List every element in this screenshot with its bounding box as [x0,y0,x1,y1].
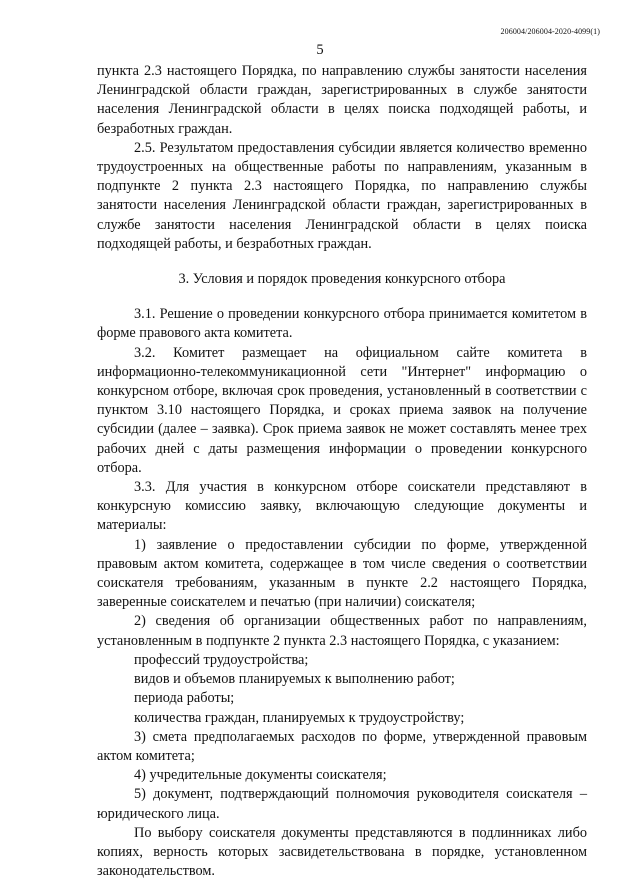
subitem-work-period: периода работы; [134,690,235,707]
paragraph-3-1: 3.1. Решение о проведении конкурсного отбора принимается комитетом в форме правового акта комитета. [97,306,587,342]
page-number: 5 [316,42,324,58]
item-1: 1) заявление о предоставлении субсидии по форме, утвержденной правовым актом комитета, содержащее в том числе сведения о соответствии соискателя требованиям, указанным в пункте 2.2 настоящего Порядка, заверенные соискателем и печатью (при наличии) соискателя; [97,536,587,611]
subitem-citizens-count: количества граждан, планируемых к трудоустройству; [134,709,465,726]
subitem-work-types: видов и объемов планируемых к выполнению работ; [134,671,455,688]
item-5: 5) документ, подтверждающий полномочия руководителя соискателя – юридического лица. [97,786,587,822]
paragraph-3-3: 3.3. Для участия в конкурсном отборе соискатели представляют в конкурсную комиссию заявку, включающую следующие документы и материалы: [97,479,587,534]
document-id: 206004/206004-2020-4099(1) [500,27,600,36]
paragraph-3-2: 3.2. Комитет размещает на официальном сайте комитета в информационно-телекоммуникационной сети "Интернет" информацию о конкурсном отборе, включая срок проведения, установленный в соответствии с пунктом 3.10 настоящего Порядка, и сроках приема заявок на получение субсидии (далее – заявка). Срок приема заявок не может составлять менее трех рабочих дней с даты размещения информации о проведении конкурсного отбора. [97,344,587,476]
section-heading: 3. Условия и порядок проведения конкурсного отбора [178,271,506,288]
document-body [97,62,587,881]
paragraph-continuation: пункта 2.3 настоящего Порядка, по направлению службы занятости населения Ленинградской области граждан, зарегистрированных в службе занятости населения Ленинградской области в целях поиска подходящей работы, и безработных граждан. [97,63,587,137]
item-3: 3) смета предполагаемых расходов по форме, утвержденной правовым актом комитета; [97,728,587,764]
subitem-professions: профессий трудоустройства; [134,651,309,668]
item-4: 4) учредительные документы соискателя; [134,767,387,784]
item-2: 2) сведения об организации общественных работ по направлениям, установленным в подпункте 2 пункта 2.3 настоящего Порядка, с указанием: [97,613,587,649]
paragraph-documents-choice: По выбору соискателя документы представляются в подлинниках либо копиях, верность которых засвидетельствована в порядке, установленном законодательством. [97,824,587,880]
paragraph-2-5: 2.5. Результатом предоставления субсидии является количество временно трудоустроенных на общественные работы по направлениям, указанным в подпункте 2 пункта 2.3 настоящего Порядка, по направлению службы занятости населения Ленинградской области граждан, зарегистрированных в службе занятости населения Ленинградской области в целях поиска подходящей работы, и безработных граждан. [97,139,587,252]
